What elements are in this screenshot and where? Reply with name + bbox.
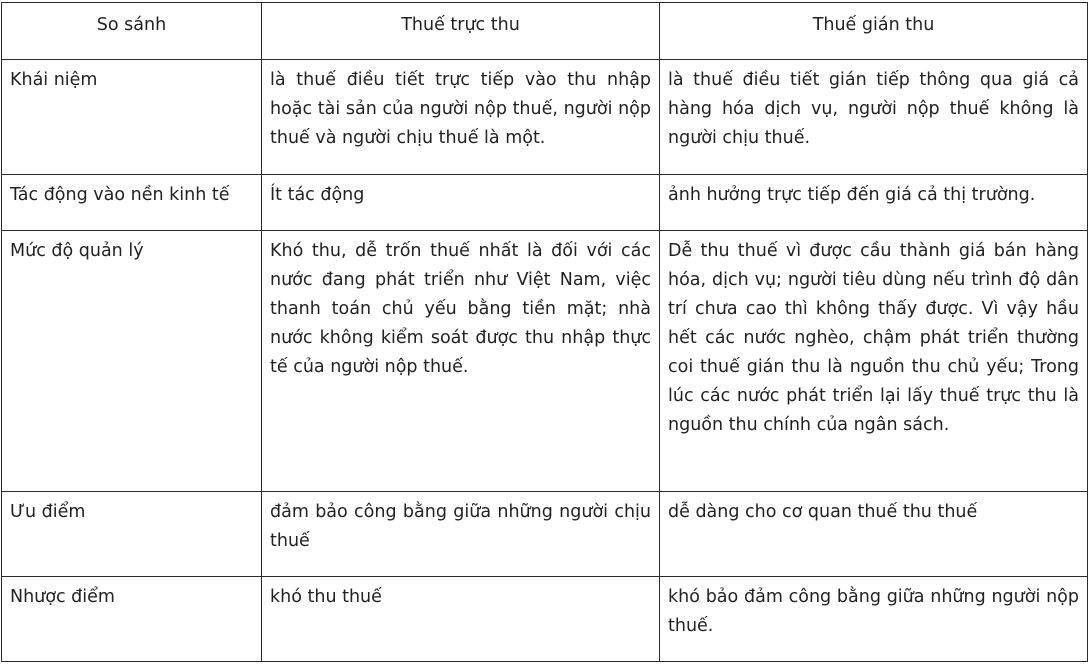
direct-tax-cell: là thuế điều tiết trực tiếp vào thu nhập hoặc tài sản của người nộp thuế, người nộp thuế và người chịu thuế là một. — [262, 60, 660, 175]
direct-tax-cell: đảm bảo công bằng giữa những người chịu thuế — [262, 492, 660, 577]
row-label: Khái niệm — [2, 60, 262, 175]
row-label: Mức độ quản lý — [2, 231, 262, 492]
table-row — [2, 175, 1088, 231]
direct-tax-cell: Ít tác động — [262, 175, 660, 231]
indirect-tax-cell: là thuế điều tiết gián tiếp thông qua giá cả hàng hóa dịch vụ, người nộp thuế không là người chịu thuế. — [660, 60, 1088, 175]
header-direct-tax: Thuế trực thu — [262, 3, 660, 60]
tax-comparison-table — [1, 2, 1088, 662]
table-row — [2, 492, 1088, 577]
row-label: Tác động vào nền kinh tế — [2, 175, 262, 231]
row-label: Ưu điểm — [2, 492, 262, 577]
table-row — [2, 577, 1088, 662]
indirect-tax-cell: khó bảo đảm công bằng giữa những người nộp thuế. — [660, 577, 1088, 662]
table-row — [2, 60, 1088, 175]
row-label: Nhược điểm — [2, 577, 262, 662]
header-indirect-tax: Thuế gián thu — [660, 3, 1088, 60]
direct-tax-cell: khó thu thuế — [262, 577, 660, 662]
indirect-tax-cell: Dễ thu thuế vì được cầu thành giá bán hàng hóa, dịch vụ; người tiêu dùng nếu trình độ dân trí chưa cao thì không thấy được. Vì vậy hầu hết các nước nghèo, chậm phát triển thường coi thuế gián thu là nguồn thu chủ yếu; Trong lúc các nước phát triển lại lấy thuế trực thu là nguồn thu chính của ngân sách. — [660, 231, 1088, 492]
table-row — [2, 231, 1088, 492]
direct-tax-cell: Khó thu, dễ trốn thuế nhất là đối với các nước đang phát triển như Việt Nam, việc thanh toán chủ yếu bằng tiền mặt; nhà nước không kiểm soát được thu nhập thực tế của người nộp thuế. — [262, 231, 660, 492]
indirect-tax-cell: ảnh hưởng trực tiếp đến giá cả thị trường. — [660, 175, 1088, 231]
indirect-tax-cell: dễ dàng cho cơ quan thuế thu thuế — [660, 492, 1088, 577]
header-compare: So sánh — [2, 3, 262, 60]
table-header-row — [2, 3, 1088, 60]
